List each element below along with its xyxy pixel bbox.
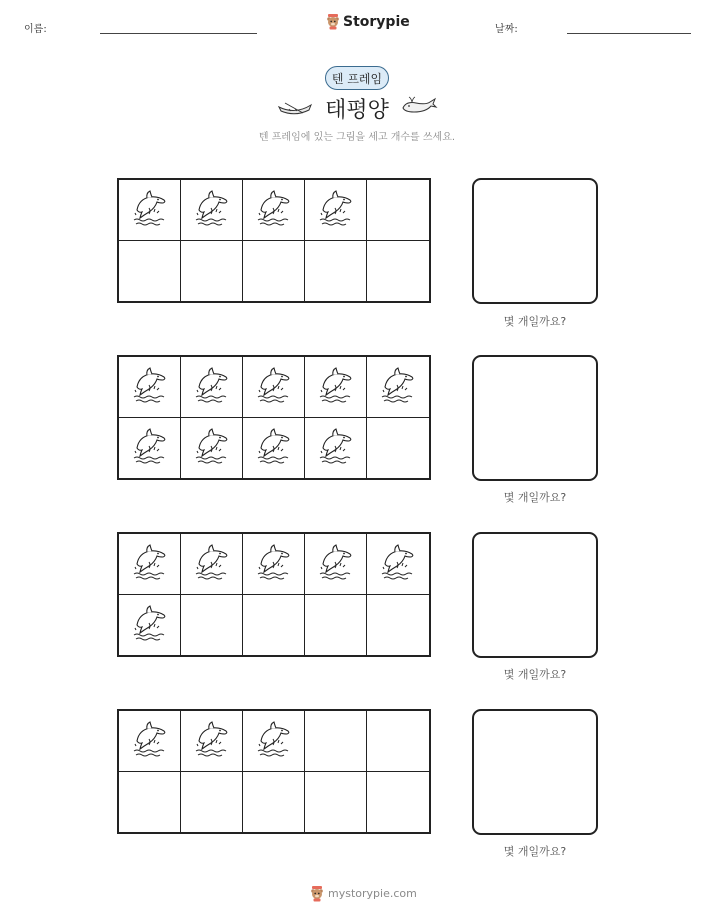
frame-cell (181, 595, 243, 656)
frame-cell (181, 418, 243, 479)
answer-box-2[interactable] (472, 355, 598, 481)
frame-cell (367, 772, 429, 833)
date-line[interactable] (567, 33, 691, 34)
dolphin-icon (130, 719, 170, 763)
ten-frame-2 (117, 355, 431, 480)
frame-cell (119, 357, 181, 418)
frame-cell (181, 241, 243, 302)
bear-mascot-icon (310, 885, 324, 902)
dolphin-icon (316, 426, 356, 470)
dolphin-icon (130, 188, 170, 232)
dolphin-icon (130, 365, 170, 409)
frame-cell (181, 534, 243, 595)
frame-cell (243, 418, 305, 479)
dolphin-icon (254, 542, 294, 586)
frame-cell (305, 418, 367, 479)
footer (310, 885, 417, 902)
frame-cell (367, 711, 429, 772)
dolphin-icon (254, 719, 294, 763)
dolphin-icon (254, 188, 294, 232)
ten-frame-1 (117, 178, 431, 303)
question-label-3: 몇 개일까요? (503, 668, 567, 681)
frame-cell (181, 180, 243, 241)
ten-frame-4 (117, 709, 431, 834)
dolphin-icon (130, 603, 170, 647)
frame-cell (243, 595, 305, 656)
frame-cell (367, 241, 429, 302)
dolphin-icon (130, 426, 170, 470)
frame-cell (305, 772, 367, 833)
frame-cell (119, 180, 181, 241)
frame-cell (243, 357, 305, 418)
dolphin-icon (192, 542, 232, 586)
dolphin-icon (378, 365, 418, 409)
footer-url: mystorypie.com (328, 887, 417, 900)
name-label: 이름: (24, 24, 47, 35)
frame-cell (243, 180, 305, 241)
answer-box-1[interactable] (472, 178, 598, 304)
frame-cell (305, 595, 367, 656)
frame-cell (243, 534, 305, 595)
frame-cell (305, 534, 367, 595)
bear-mascot-icon (326, 13, 340, 30)
frame-cell (367, 595, 429, 656)
frame-cell (119, 595, 181, 656)
dolphin-icon (378, 542, 418, 586)
dolphin-icon (192, 188, 232, 232)
question-label-1: 몇 개일까요? (503, 315, 567, 328)
question-label-4: 몇 개일까요? (503, 845, 567, 858)
canoe-icon (277, 99, 313, 117)
dolphin-icon (316, 188, 356, 232)
frame-cell (181, 357, 243, 418)
dolphin-icon (192, 719, 232, 763)
frame-cell (181, 711, 243, 772)
dolphin-icon (130, 542, 170, 586)
brand-name: Storypie (343, 13, 410, 30)
frame-cell (119, 241, 181, 302)
ten-frame-3 (117, 532, 431, 657)
instructions: 텐 프레임에 있는 그림을 세고 개수를 쓰세요. (258, 132, 456, 143)
frame-cell (367, 534, 429, 595)
frame-cell (243, 711, 305, 772)
dolphin-icon (254, 365, 294, 409)
frame-cell (367, 180, 429, 241)
frame-cell (119, 711, 181, 772)
question-label-2: 몇 개일까요? (503, 491, 567, 504)
frame-cell (119, 418, 181, 479)
frame-cell (367, 357, 429, 418)
frame-cell (305, 241, 367, 302)
whale-icon (400, 96, 438, 116)
dolphin-icon (192, 365, 232, 409)
frame-cell (305, 357, 367, 418)
answer-box-3[interactable] (472, 532, 598, 658)
frame-cell (367, 418, 429, 479)
name-line[interactable] (100, 33, 257, 34)
dolphin-icon (316, 365, 356, 409)
dolphin-icon (254, 426, 294, 470)
frame-cell (243, 241, 305, 302)
dolphin-icon (316, 542, 356, 586)
frame-cell (243, 772, 305, 833)
topic-badge: 텐 프레임 (325, 66, 389, 90)
date-label: 날짜: (495, 24, 518, 35)
dolphin-icon (192, 426, 232, 470)
answer-box-4[interactable] (472, 709, 598, 835)
frame-cell (305, 180, 367, 241)
brand-logo (326, 13, 410, 30)
frame-cell (181, 772, 243, 833)
frame-cell (119, 772, 181, 833)
frame-cell (119, 534, 181, 595)
frame-cell (305, 711, 367, 772)
page-title: 태평양 (325, 98, 389, 123)
